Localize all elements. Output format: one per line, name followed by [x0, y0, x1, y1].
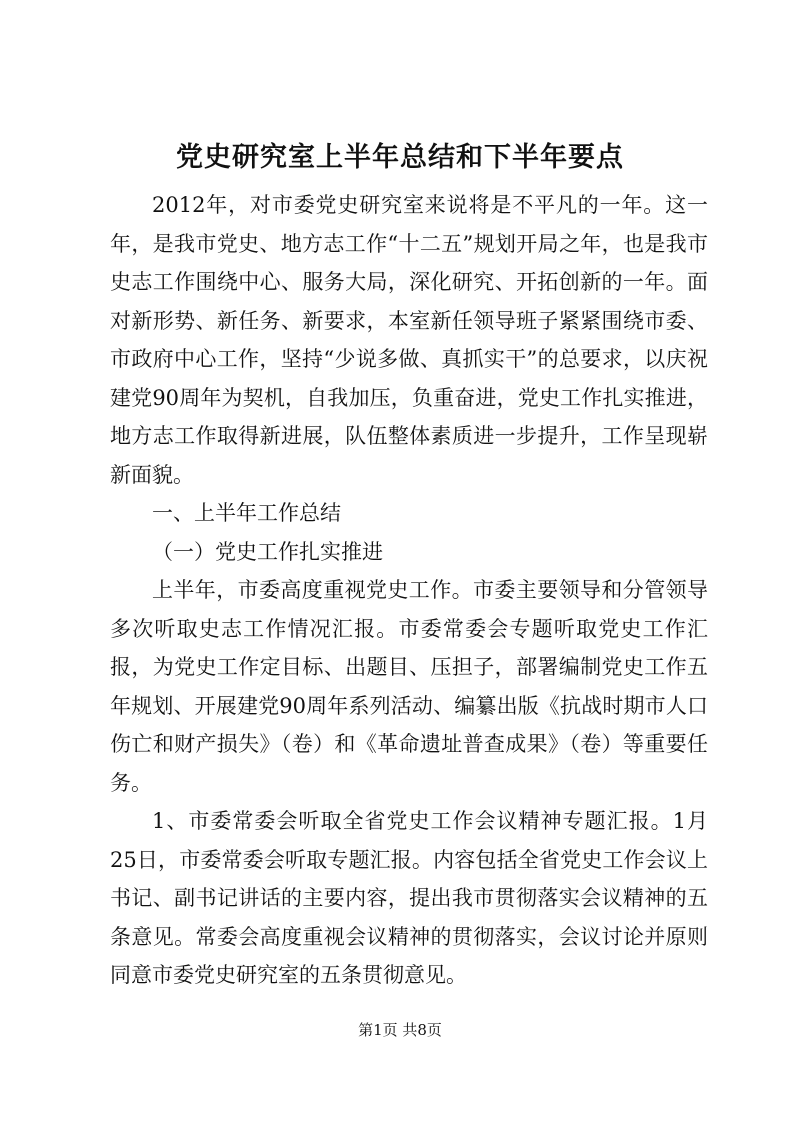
section-heading: 一、上半年工作总结: [152, 501, 341, 525]
document-body: [110, 186, 708, 995]
paragraph-intro: 2012年，对市委党史研究室来说将是不平凡的一年。这一年，是我市党史、地方志工作“十二五”规划开局之年，也是我市史志工作围绕中心、服务大局，深化研究、开拓创新的一年。面对新形势、新任务、新要求，本室新任领导班子紧紧围绕市委、市政府中心工作，坚持“少说多做、真抓实干”的总要求，以庆祝建党90周年为契机，自我加压，负重奋进，党史工作扎实推进，地方志工作取得新进展，队伍整体素质进一步提升，工作呈现崭新面貌。: [110, 193, 708, 487]
document-title: 党史研究室上半年总结和下半年要点: [176, 142, 624, 173]
page-number-footer: 第1页 共8页: [358, 1021, 442, 1039]
paragraph-first-half: 上半年，市委高度重视党史工作。市委主要领导和分管领导多次听取史志工作情况汇报。市委常委会专题听取党史工作汇报，为党史工作定目标、出题目、压担子，部署编制党史工作五年规划、开展建党90周年系列活动、编纂出版《抗战时期市人口伤亡和财产损失》（卷）和《革命遗址普查成果》（卷）等重要任务。: [110, 578, 708, 795]
subsection-heading: （一）党史工作扎实推进: [152, 539, 383, 564]
paragraph-item-1: 1、市委常委会听取全省党史工作会议精神专题汇报。1月25日，市委常委会听取专题汇报。内容包括全省党史工作会议上书记、副书记讲话的主要内容，提出我市贯彻落实会议精神的五条意见。常委会高度重视会议精神的贯彻落实，会议讨论并原则同意市委党史研究室的五条贯彻意见。: [110, 809, 708, 987]
